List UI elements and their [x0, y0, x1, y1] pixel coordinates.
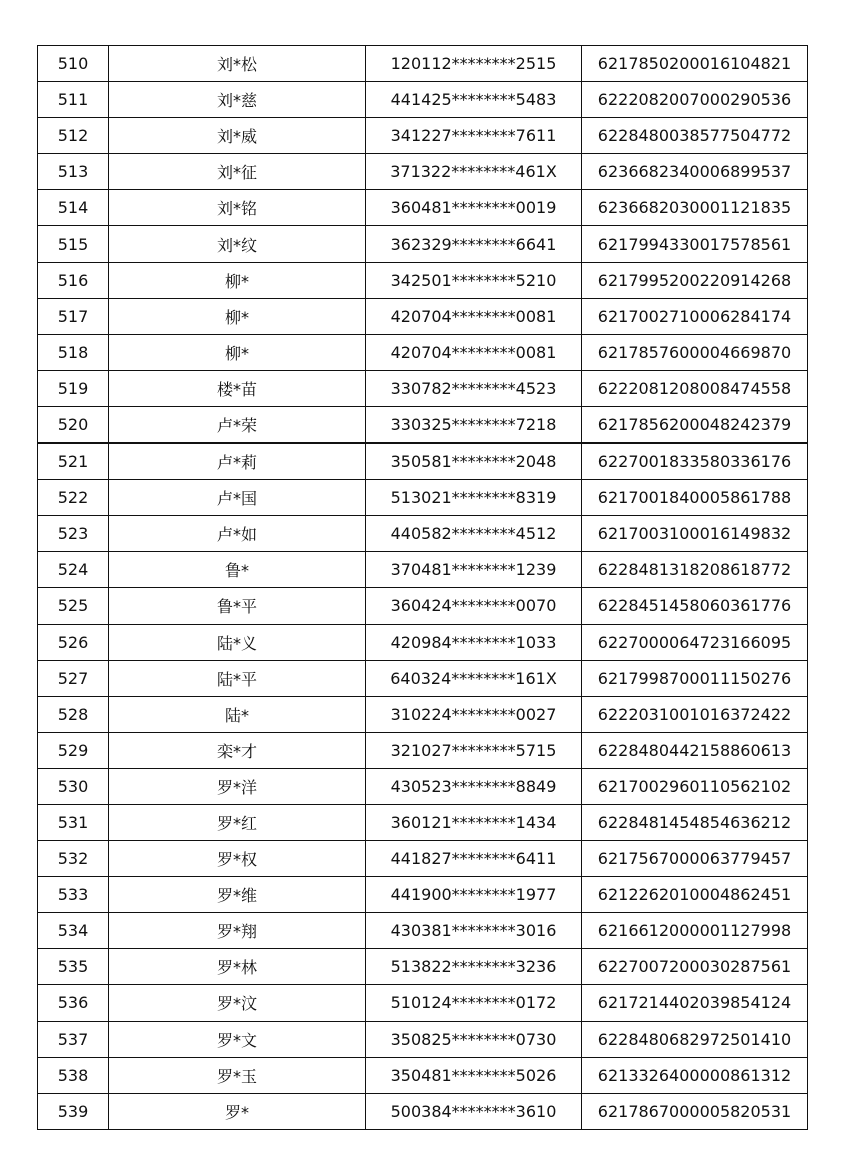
table-row: [38, 1021, 808, 1057]
id-number: 500384********3610: [366, 1093, 582, 1129]
bank-account: 6217002710006284174: [582, 298, 808, 334]
person-name: 罗*: [109, 1093, 366, 1129]
row-number: 534: [38, 913, 109, 949]
id-number: 330325********7218: [366, 406, 582, 443]
person-name: 柳*: [109, 298, 366, 334]
row-number: 521: [38, 443, 109, 480]
row-number: 515: [38, 226, 109, 262]
table-row: [38, 262, 808, 298]
table-row: [38, 443, 808, 480]
person-name: 刘*威: [109, 118, 366, 154]
row-number: 520: [38, 406, 109, 443]
table-row: [38, 985, 808, 1021]
person-name: 罗*林: [109, 949, 366, 985]
person-name: 罗*汶: [109, 985, 366, 1021]
bank-account: 6217003100016149832: [582, 516, 808, 552]
bank-account: 6227001833580336176: [582, 443, 808, 480]
table-row: [38, 732, 808, 768]
id-number: 440582********4512: [366, 516, 582, 552]
bank-account: 6227000064723166095: [582, 624, 808, 660]
roster-table: [37, 45, 808, 1130]
bank-account: 6217850200016104821: [582, 46, 808, 82]
table-row: [38, 1057, 808, 1093]
id-number: 120112********2515: [366, 46, 582, 82]
row-number: 513: [38, 154, 109, 190]
person-name: 鲁*: [109, 552, 366, 588]
person-name: 鲁*平: [109, 588, 366, 624]
person-name: 卢*国: [109, 480, 366, 516]
id-number: 430523********8849: [366, 768, 582, 804]
row-number: 533: [38, 877, 109, 913]
bank-account: 6217867000005820531: [582, 1093, 808, 1129]
person-name: 罗*红: [109, 804, 366, 840]
table-row: [38, 696, 808, 732]
id-number: 360121********1434: [366, 804, 582, 840]
row-number: 537: [38, 1021, 109, 1057]
row-number: 510: [38, 46, 109, 82]
bank-account: 6217856200048242379: [582, 406, 808, 443]
id-number: 420704********0081: [366, 298, 582, 334]
table-row: [38, 804, 808, 840]
id-number: 350581********2048: [366, 443, 582, 480]
table-row: [38, 406, 808, 443]
person-name: 刘*松: [109, 46, 366, 82]
person-name: 楼*苗: [109, 370, 366, 406]
person-name: 陆*平: [109, 660, 366, 696]
row-number: 523: [38, 516, 109, 552]
bank-account: 6222031001016372422: [582, 696, 808, 732]
person-name: 刘*慈: [109, 82, 366, 118]
id-number: 370481********1239: [366, 552, 582, 588]
bank-account: 6228480682972501410: [582, 1021, 808, 1057]
person-name: 罗*翔: [109, 913, 366, 949]
bank-account: 6217001840005861788: [582, 480, 808, 516]
document-page: [37, 45, 807, 1130]
person-name: 卢*如: [109, 516, 366, 552]
table-row: [38, 226, 808, 262]
person-name: 罗*文: [109, 1021, 366, 1057]
bank-account: 6228480442158860613: [582, 732, 808, 768]
id-number: 430381********3016: [366, 913, 582, 949]
row-number: 536: [38, 985, 109, 1021]
person-name: 罗*洋: [109, 768, 366, 804]
table-row: [38, 82, 808, 118]
table-row: [38, 370, 808, 406]
id-number: 371322********461X: [366, 154, 582, 190]
row-number: 538: [38, 1057, 109, 1093]
table-row: [38, 516, 808, 552]
row-number: 511: [38, 82, 109, 118]
table-row: [38, 913, 808, 949]
bank-account: 6217214402039854124: [582, 985, 808, 1021]
id-number: 360481********0019: [366, 190, 582, 226]
row-number: 522: [38, 480, 109, 516]
id-number: 640324********161X: [366, 660, 582, 696]
table-row: [38, 552, 808, 588]
table-row: [38, 118, 808, 154]
table-row: [38, 768, 808, 804]
bank-account: 6217995200220914268: [582, 262, 808, 298]
bank-account: 6227007200030287561: [582, 949, 808, 985]
bank-account: 6236682340006899537: [582, 154, 808, 190]
row-number: 512: [38, 118, 109, 154]
row-number: 532: [38, 841, 109, 877]
row-number: 525: [38, 588, 109, 624]
bank-account: 6217857600004669870: [582, 334, 808, 370]
person-name: 罗*权: [109, 841, 366, 877]
row-number: 514: [38, 190, 109, 226]
person-name: 刘*征: [109, 154, 366, 190]
table-row: [38, 154, 808, 190]
person-name: 陆*义: [109, 624, 366, 660]
id-number: 362329********6641: [366, 226, 582, 262]
row-number: 530: [38, 768, 109, 804]
table-row: [38, 877, 808, 913]
row-number: 516: [38, 262, 109, 298]
id-number: 441900********1977: [366, 877, 582, 913]
table-row: [38, 334, 808, 370]
person-name: 栾*才: [109, 732, 366, 768]
person-name: 卢*莉: [109, 443, 366, 480]
row-number: 524: [38, 552, 109, 588]
bank-account: 6213326400000861312: [582, 1057, 808, 1093]
row-number: 526: [38, 624, 109, 660]
bank-account: 6217002960110562102: [582, 768, 808, 804]
table-row: [38, 46, 808, 82]
id-number: 441425********5483: [366, 82, 582, 118]
person-name: 罗*维: [109, 877, 366, 913]
bank-account: 6228481454854636212: [582, 804, 808, 840]
bank-account: 6228480038577504772: [582, 118, 808, 154]
id-number: 510124********0172: [366, 985, 582, 1021]
person-name: 刘*铭: [109, 190, 366, 226]
table-row: [38, 298, 808, 334]
row-number: 535: [38, 949, 109, 985]
row-number: 539: [38, 1093, 109, 1129]
person-name: 卢*荣: [109, 406, 366, 443]
bank-account: 6236682030001121835: [582, 190, 808, 226]
table-row: [38, 949, 808, 985]
row-number: 531: [38, 804, 109, 840]
bank-account: 6212262010004862451: [582, 877, 808, 913]
bank-account: 6228481318208618772: [582, 552, 808, 588]
row-number: 519: [38, 370, 109, 406]
id-number: 330782********4523: [366, 370, 582, 406]
person-name: 柳*: [109, 262, 366, 298]
roster-table-body: [38, 46, 808, 1130]
bank-account: 6222081208008474558: [582, 370, 808, 406]
table-row: [38, 660, 808, 696]
id-number: 441827********6411: [366, 841, 582, 877]
id-number: 513021********8319: [366, 480, 582, 516]
id-number: 350481********5026: [366, 1057, 582, 1093]
table-row: [38, 1093, 808, 1129]
id-number: 342501********5210: [366, 262, 582, 298]
bank-account: 6216612000001127998: [582, 913, 808, 949]
bank-account: 6222082007000290536: [582, 82, 808, 118]
bank-account: 6217994330017578561: [582, 226, 808, 262]
row-number: 518: [38, 334, 109, 370]
id-number: 321027********5715: [366, 732, 582, 768]
row-number: 528: [38, 696, 109, 732]
row-number: 527: [38, 660, 109, 696]
row-number: 517: [38, 298, 109, 334]
id-number: 350825********0730: [366, 1021, 582, 1057]
row-number: 529: [38, 732, 109, 768]
bank-account: 6217998700011150276: [582, 660, 808, 696]
table-row: [38, 480, 808, 516]
bank-account: 6217567000063779457: [582, 841, 808, 877]
table-row: [38, 624, 808, 660]
id-number: 420984********1033: [366, 624, 582, 660]
person-name: 陆*: [109, 696, 366, 732]
table-row: [38, 190, 808, 226]
table-row: [38, 841, 808, 877]
id-number: 360424********0070: [366, 588, 582, 624]
person-name: 刘*纹: [109, 226, 366, 262]
id-number: 513822********3236: [366, 949, 582, 985]
table-row: [38, 588, 808, 624]
bank-account: 6228451458060361776: [582, 588, 808, 624]
id-number: 341227********7611: [366, 118, 582, 154]
person-name: 柳*: [109, 334, 366, 370]
id-number: 310224********0027: [366, 696, 582, 732]
person-name: 罗*玉: [109, 1057, 366, 1093]
id-number: 420704********0081: [366, 334, 582, 370]
